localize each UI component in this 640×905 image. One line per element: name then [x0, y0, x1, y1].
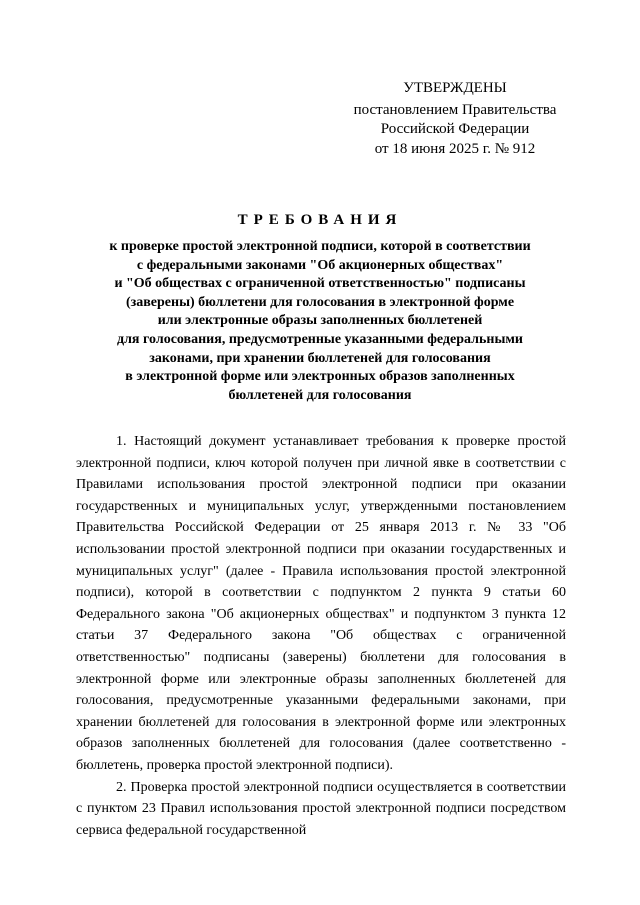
paragraph-2: 2. Проверка простой электронной подписи осуществляется в соответствии с пунктом 23 Правил использования простой электронной подписи посредством сервиса федеральной государственной	[76, 779, 566, 838]
subtitle-line: законами, при хранении бюллетеней для голосования	[149, 350, 491, 366]
subtitle-line: к проверке простой электронной подписи, которой в соответствии	[109, 239, 531, 254]
document-subtitle	[60, 238, 580, 405]
approval-line: от 18 июня 2025 г. № 912	[374, 140, 536, 157]
subtitle-line: с федеральными законами "Об акционерных обществах"	[136, 257, 504, 273]
approval-block	[330, 79, 580, 159]
subtitle-line: (заверены) бюллетени для голосования в электронной форме	[125, 294, 515, 310]
document-title: ТРЕБОВАНИЯ	[237, 212, 403, 228]
subtitle-line: или электронные образы заполненных бюллетеней	[157, 313, 483, 329]
document-body	[76, 431, 566, 841]
subtitle-line: и "Об обществах с ограниченной ответственностью" подписаны	[114, 276, 526, 292]
subtitle-line: в электронной форме или электронных образов заполненных	[125, 369, 515, 385]
approval-heading: УТВЕРЖДЕНЫ	[403, 80, 507, 96]
paragraph-1: 1. Настоящий документ устанавливает требования к проверке простой электронной подписи, ключ которой получен при личной явке в соответствии с Правилами использования простой электронной подписи при оказании государственных и муниципальных услуг, утвержденными постановлением Правительства Российской Федерации от 25 января 2013 г. № 33 "Об использовании простой электронной подписи при оказании государственных и муниципальных услуг" (далее - Правила использования простой электронной подписи), которой в соответствии с подпунктом 2 пункта 9 статьи 60 Федерального закона "Об акционерных обществах" и подпунктом 3 пункта 12 статьи 37 Федерального закона "Об обществах с ограниченной ответственностью" подписаны (заверены) бюллетени для голосования в электронной форме или электронные образы заполненных бюллетеней для голосования, предусмотренные указанными федеральными законами, при хранении бюллетеней для голосования в электронной форме или электронных образов заполненных бюллетеней для голосования (далее соответственно - бюллетень, проверка простой электронной подписи).	[76, 434, 566, 773]
subtitle-line: бюллетеней для голосования	[228, 387, 412, 403]
approval-line: Российской Федерации	[380, 121, 530, 137]
approval-line: постановлением Правительства	[353, 101, 557, 118]
subtitle-line: для голосования, предусмотренные указанными федеральными	[117, 331, 523, 347]
